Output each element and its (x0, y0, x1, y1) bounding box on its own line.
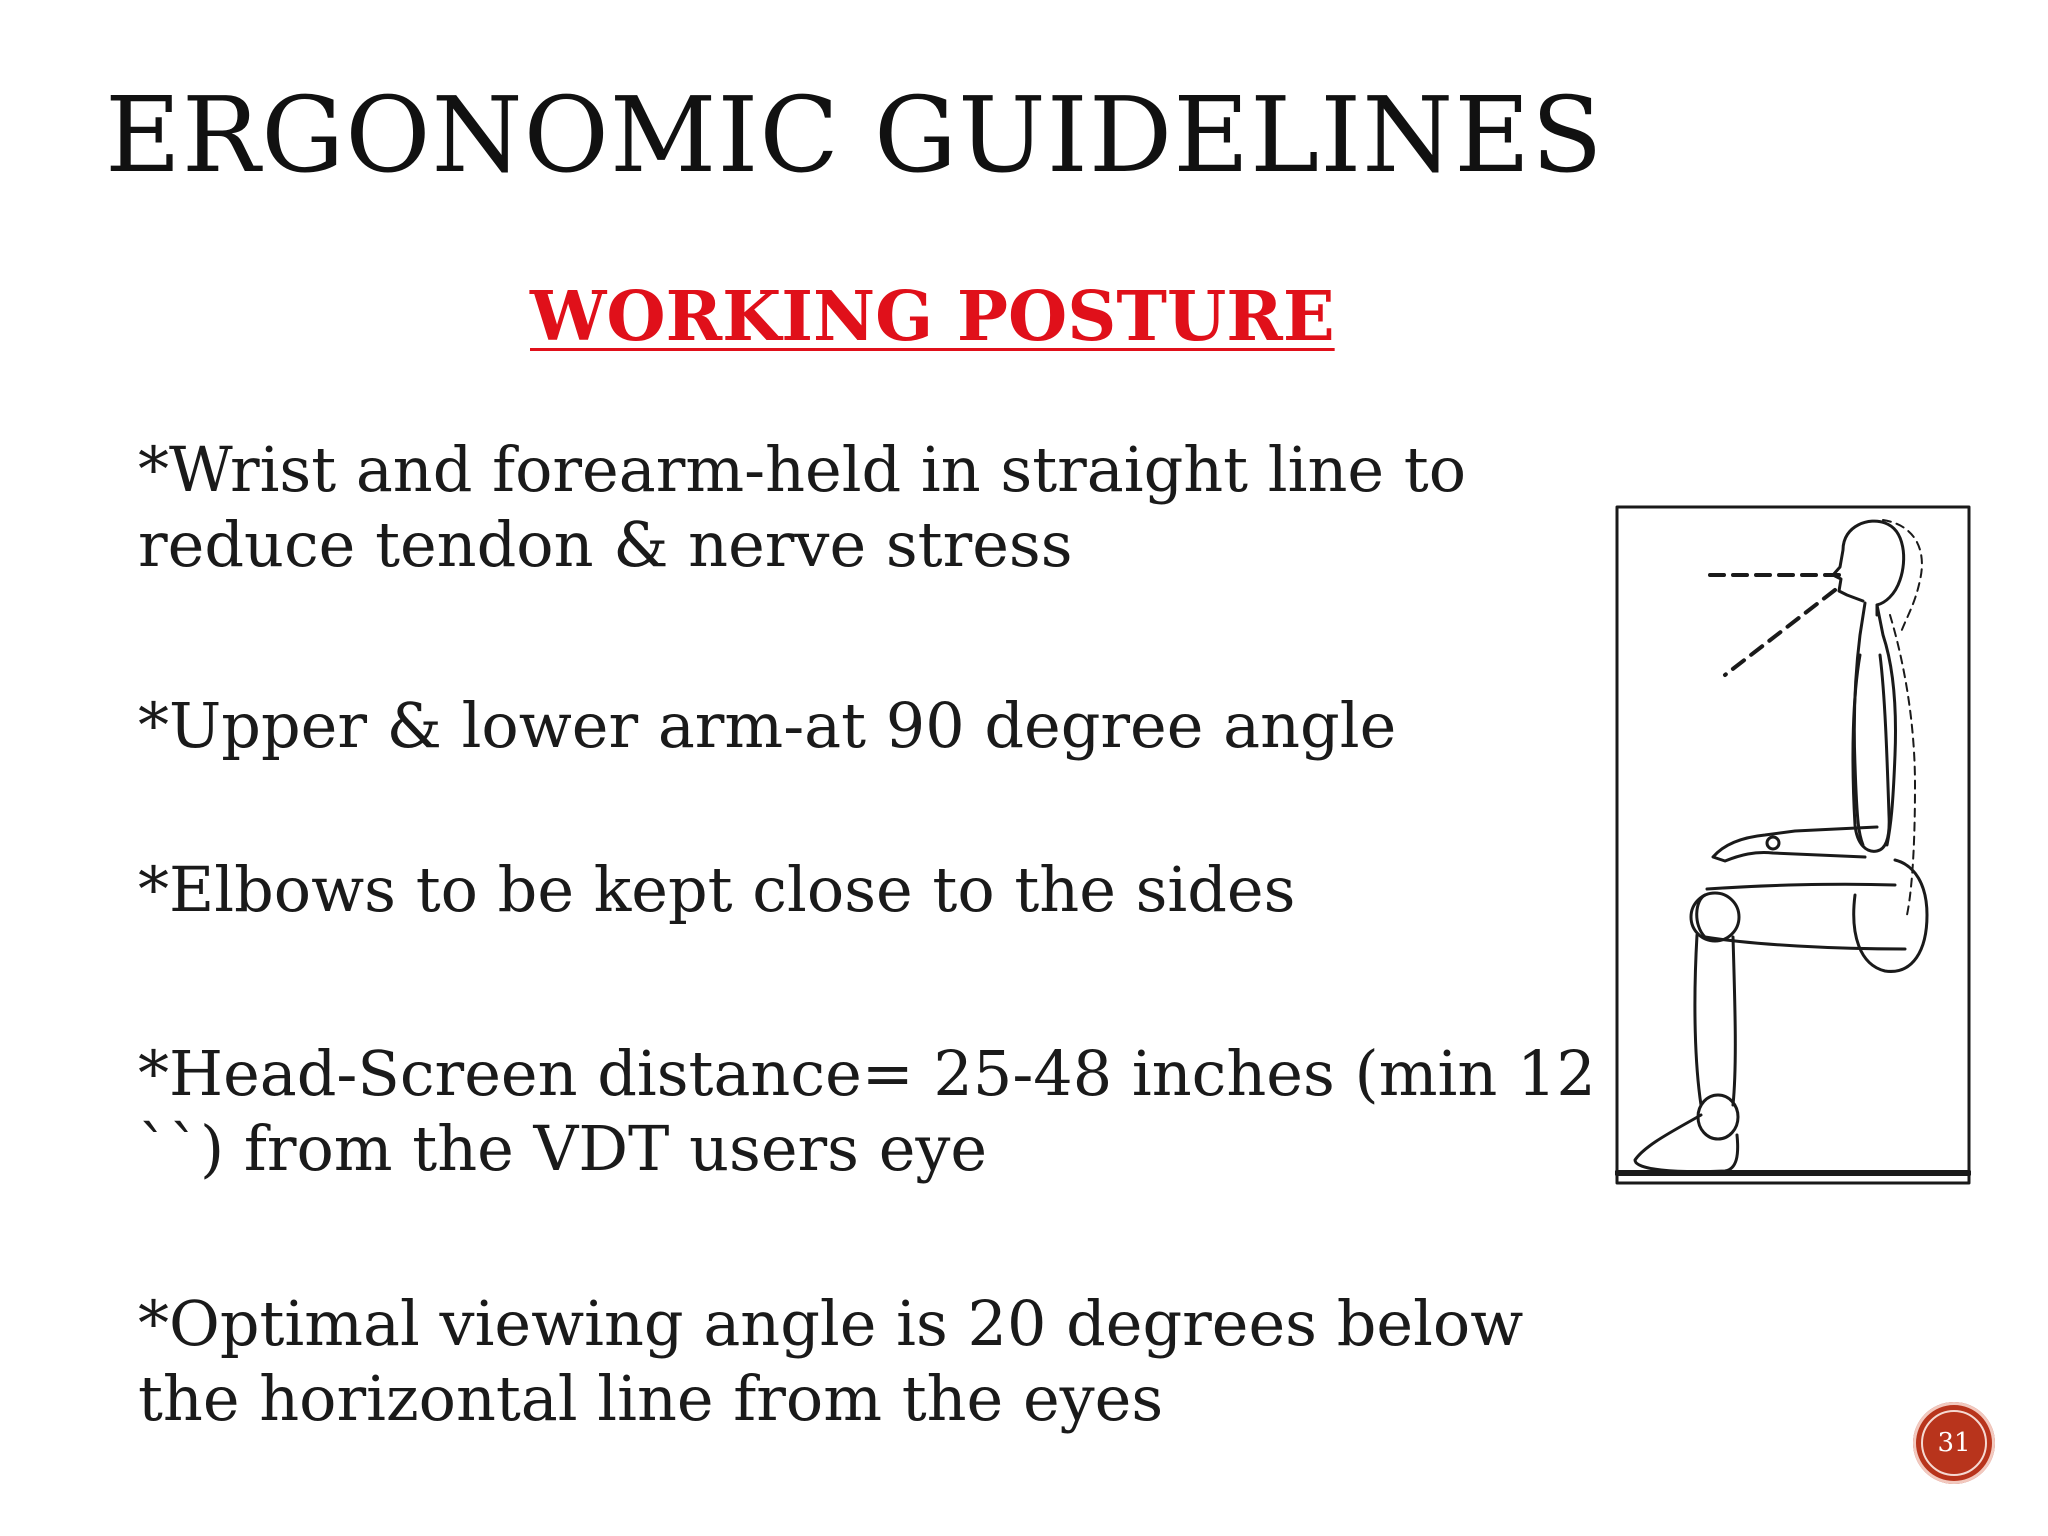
foot (1635, 1115, 1738, 1172)
pelvis (1854, 860, 1927, 971)
forearm (1713, 827, 1877, 861)
bullet-viewing-angle (138, 1286, 1618, 1436)
head (1833, 521, 1904, 615)
bullet-line: reduce tendon & nerve stress (138, 508, 1073, 581)
bullet-wrist-forearm (138, 432, 1618, 582)
figure-frame (1617, 507, 1969, 1183)
bullet-elbows (138, 852, 1618, 927)
bullet-arm-angle (138, 688, 1618, 763)
page-number: 31 (1937, 1428, 1971, 1458)
slide-subtitle: WORKING POSTURE (530, 277, 1335, 357)
viewing-angle-line (1725, 590, 1835, 675)
bullet-line: *Optimal viewing angle is 20 degrees below (138, 1287, 1524, 1360)
bullet-line: *Upper & lower arm-at 90 degree angle (138, 689, 1397, 762)
shin (1695, 935, 1735, 1105)
bullet-line: *Head-Screen distance= 25-48 inches (min 12 (138, 1037, 1596, 1110)
bullet-line: *Wrist and forearm-held in straight line to (138, 433, 1467, 506)
bullet-line: the horizontal line from the eyes (138, 1362, 1164, 1435)
seated-posture-illustration (1615, 505, 1971, 1185)
page-number-badge (1913, 1402, 1995, 1484)
slide-title: ERGONOMIC GUIDELINES (105, 74, 1604, 196)
bullet-line: *Elbows to be kept close to the sides (138, 853, 1296, 926)
thigh (1697, 884, 1905, 949)
bullet-line: ``) from the VDT users eye (138, 1112, 988, 1185)
bullet-head-screen-distance (138, 1036, 1618, 1186)
